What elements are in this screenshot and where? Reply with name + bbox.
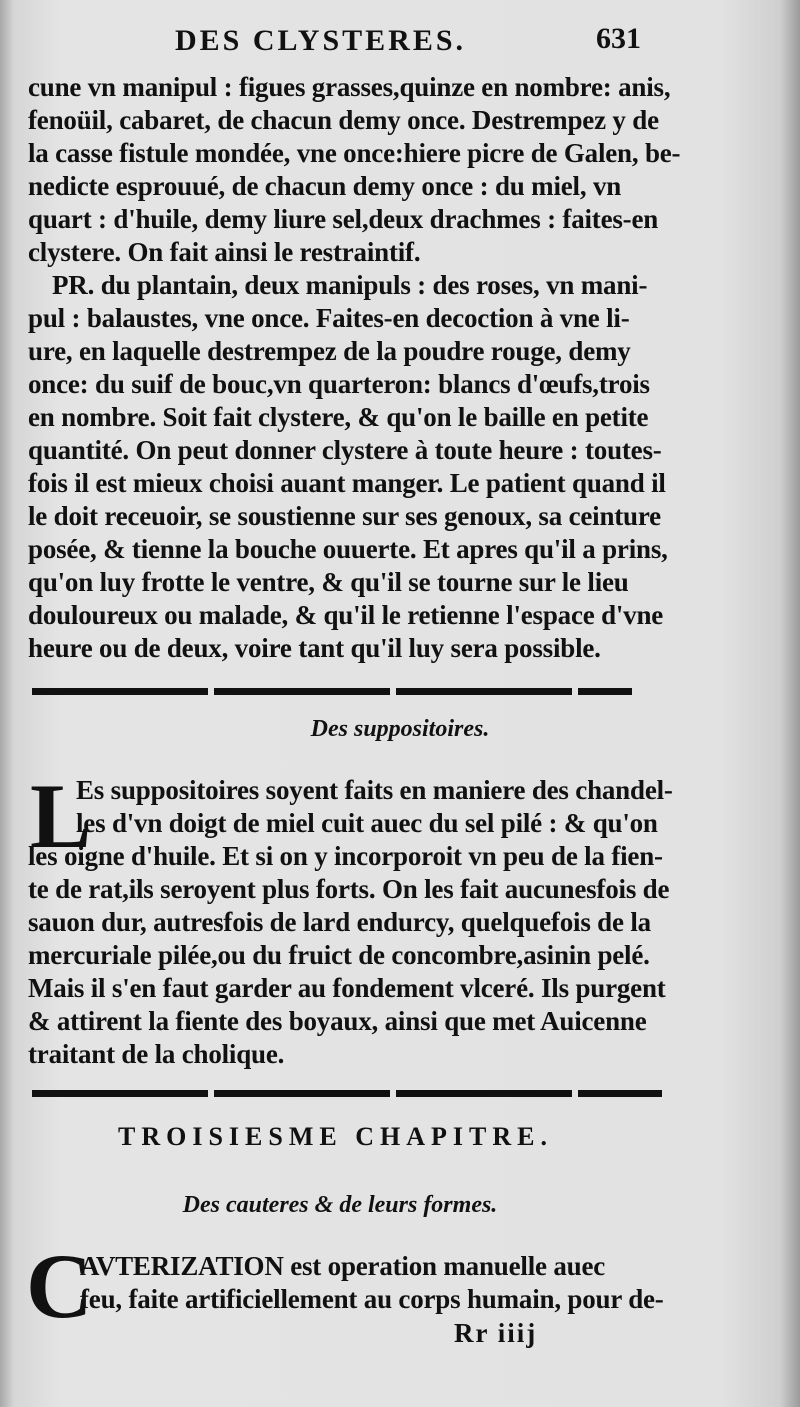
signature-mark: Rr iiij — [454, 1318, 538, 1348]
text-line: quart : d'huile, demy liure sel,deux drachmes : faites-en — [28, 204, 659, 234]
text-line: fenoüil, cabaret, de chacun demy once. Destrempez y de — [28, 105, 659, 135]
page-number: 631 — [596, 22, 641, 55]
drop-cap: L — [30, 765, 92, 867]
text-line: heure ou de deux, voire tant qu'il luy sera possible. — [28, 633, 601, 663]
text-line: & attirent la fiente des boyaux, ainsi que met Auicenne — [28, 1006, 647, 1036]
section-title: Des suppositoires. — [310, 716, 490, 742]
text-line: les oigne d'huile. Et si on y incorporoit vn peu de la fien- — [28, 841, 663, 871]
text-line: les d'vn doigt de miel cuit auec du sel pilé : & qu'on — [76, 808, 658, 838]
text-line: Mais il s'en faut garder au fondement vlceré. Ils purgent — [28, 973, 666, 1003]
text-line: once: du suif de bouc,vn quarteron: blancs d'œufs,trois — [28, 369, 650, 399]
text-line: quantité. On peut donner clystere à toute heure : toutes- — [28, 435, 662, 465]
text-line: te de rat,ils seroyent plus forts. On les fait aucunesfois de — [28, 874, 670, 904]
drop-cap: C — [26, 1235, 93, 1337]
text-line: sauon dur, autresfois de lard endurcy, quelquefois de la — [28, 907, 651, 937]
text-line: ure, en laquelle destrempez de la poudre rouge, demy — [28, 336, 631, 366]
text-line: clystere. On fait ainsi le restraintif. — [28, 237, 421, 267]
text-line: feu, faite artificiellement au corps humain, pour de- — [80, 1284, 664, 1314]
text-line: douloureux ou malade, & qu'il le retienne l'espace d'vne — [28, 600, 664, 630]
ornamental-rule — [32, 688, 632, 695]
text-line: fois il est mieux choisi auant manger. Le patient quand il — [28, 468, 666, 498]
running-head: DES CLYSTERES. — [175, 24, 467, 57]
text-line: le doit receuoir, se soustienne sur ses genoux, sa ceinture — [28, 501, 661, 531]
page-header — [0, 18, 800, 58]
text-line: qu'on luy frotte le ventre, & qu'il se tourne sur le lieu — [28, 567, 629, 597]
text-line: Es suppositoires soyent faits en maniere des chandel- — [76, 775, 673, 805]
text-line: posée, & tienne la bouche ouuerte. Et apres qu'il a prins, — [28, 534, 668, 564]
text-line: mercuriale pilée,ou du fruict de concombre,asinin pelé. — [28, 940, 650, 970]
text-line: PR. du plantain, deux manipuls : des roses, vn mani- — [52, 270, 648, 300]
text-line: cune vn manipul : figues grasses,quinze en nombre: anis, — [28, 72, 671, 102]
text-line: traitant de la cholique. — [28, 1039, 285, 1069]
chapter-heading: TROISIESME CHAPITRE. — [118, 1122, 553, 1151]
text-line: en nombre. Soit fait clystere, & qu'on le baille en petite — [28, 402, 649, 432]
text-line: AVTERIZATION est operation manuelle auec — [80, 1251, 606, 1281]
text-line: la casse fistule mondée, vne once:hiere picre de Galen, be- — [28, 138, 681, 168]
chapter-subtitle: Des cauteres & de leurs formes. — [182, 1192, 498, 1218]
text-line: nedicte esprouué, de chacun demy once : du miel, vn — [28, 171, 622, 201]
text-line: pul : balaustes, vne once. Faites-en decoction à vne li- — [28, 303, 630, 333]
ornamental-rule — [32, 1090, 662, 1097]
